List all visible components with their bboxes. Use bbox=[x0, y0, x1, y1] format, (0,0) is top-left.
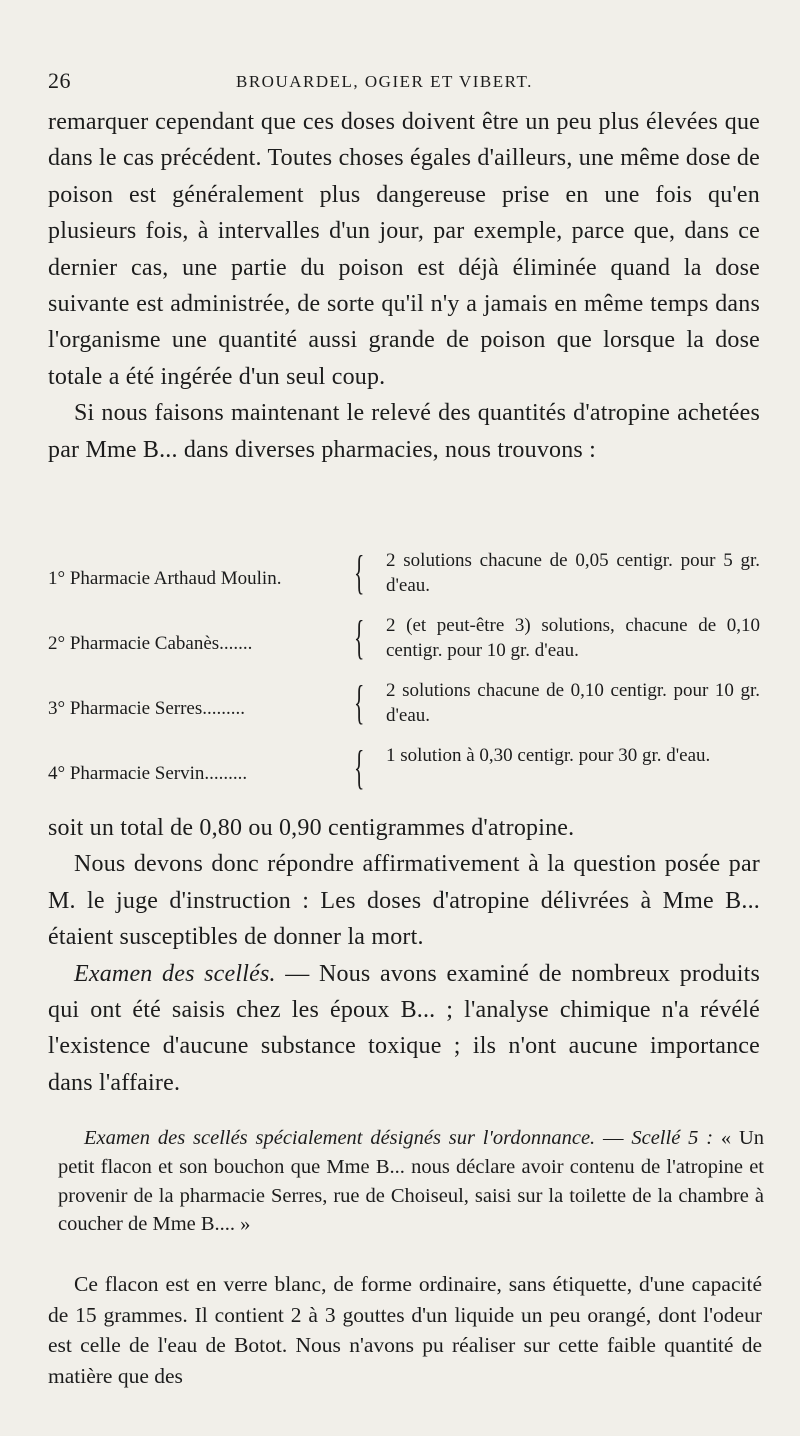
pharmacy-description: 2 (et peut-être 3) solutions, chacune de 0,10 centigr. pour 10 gr. d'eau. bbox=[386, 615, 760, 661]
pharmacy-list bbox=[48, 548, 760, 808]
small-print-section bbox=[58, 1124, 764, 1239]
pharmacy-row bbox=[48, 548, 760, 612]
page-header bbox=[48, 68, 768, 102]
body-text-top bbox=[48, 104, 760, 468]
pharmacy-description: 1 solution à 0,30 centigr. pour 30 gr. d'eau. bbox=[386, 745, 711, 766]
page-number: 26 bbox=[48, 68, 71, 93]
examen-text: — Nous avons examiné de nombreux produits qui ont été saisis chez les époux B... ; l'analyse chimique n'a révélé l'existence d'aucune substance toxique ; ils n'ont aucune importance dans l'affaire. bbox=[48, 960, 760, 1096]
scelle-quote: « Un petit flacon et son bouchon que Mme B... nous déclare avoir contenu de l'atropine et provenir de la pharmacie Serres, rue de Choiseul, saisi sur la toilette de la chambre à coucher de Mme B.... » bbox=[58, 1127, 765, 1236]
running-head: BROUARDEL, OGIER ET VIBERT. bbox=[236, 72, 533, 91]
paragraph-examen bbox=[48, 956, 760, 1102]
pharmacy-description: 2 solutions chacune de 0,05 centigr. pour 5 gr. d'eau. bbox=[386, 550, 760, 596]
pharmacy-name: 1° Pharmacie Arthaud Moulin. bbox=[48, 568, 282, 589]
paragraph-doses: remarquer cependant que ces doses doivent être un peu plus élevées que dans le cas précédent. Toutes choses égales d'ailleurs, une même dose de poison est généralement plus dangereuse prise en une fois qu'en plusieurs fois, à intervalles d'un jour, par exemple, parce que, dans ce dernier cas, une partie du poison est déjà éliminée quand la dose suivante est administrée, de sorte qu'il n'y a jamais en même temps dans l'organisme une quantité aussi grande de poison que lorsque la dose totale a été ingérée d'un seul coup. bbox=[48, 109, 760, 390]
pharmacy-description: 2 solutions chacune de 0,10 centigr. pour 10 gr. d'eau. bbox=[386, 680, 760, 726]
pharmacy-name: 3° Pharmacie Serres......... bbox=[48, 698, 246, 719]
paragraph-conclusion: Nous devons donc répondre affirmativement à la question posée par M. le juge d'instruction : Les doses d'atropine délivrées à Mme B... étaient susceptibles de donner la mort. bbox=[48, 851, 760, 951]
pharmacy-name: 2° Pharmacie Cabanès....... bbox=[48, 633, 253, 654]
paragraph-total: soit un total de 0,80 ou 0,90 centigrammes d'atropine. bbox=[48, 815, 575, 841]
brace-glyph: { bbox=[354, 546, 365, 599]
paragraph-scelle bbox=[58, 1124, 764, 1239]
pharmacy-name: 4° Pharmacie Servin......... bbox=[48, 763, 248, 784]
brace-glyph: { bbox=[354, 741, 365, 794]
scelle-label: Scellé 5 : bbox=[631, 1127, 714, 1149]
pharmacy-row bbox=[48, 613, 760, 677]
brace-glyph: { bbox=[354, 611, 365, 664]
body-text-bottom bbox=[48, 1269, 762, 1391]
body-text-middle bbox=[48, 810, 760, 1101]
scelles-heading: Examen des scellés spécialement désignés sur l'ordonnance. bbox=[84, 1127, 596, 1149]
brace-glyph: { bbox=[354, 676, 365, 729]
paragraph-releve: Si nous faisons maintenant le relevé des quantités d'atropine achetées par Mme B... dans diverses pharmacies, nous trouvons : bbox=[48, 400, 760, 463]
pharmacy-row bbox=[48, 678, 760, 742]
paragraph-flacon: Ce flacon est en verre blanc, de forme ordinaire, sans étiquette, d'une capacité de 15 grammes. Il contient 2 à 3 gouttes d'un liquide un peu orangé, dont l'odeur est celle de l'eau de Botot. Nous n'avons pu réaliser sur cette faible quantité de matière que des bbox=[48, 1272, 762, 1388]
dash-separator: — bbox=[595, 1127, 632, 1149]
examen-heading: Examen des scellés. bbox=[74, 960, 276, 987]
pharmacy-row bbox=[48, 743, 760, 807]
